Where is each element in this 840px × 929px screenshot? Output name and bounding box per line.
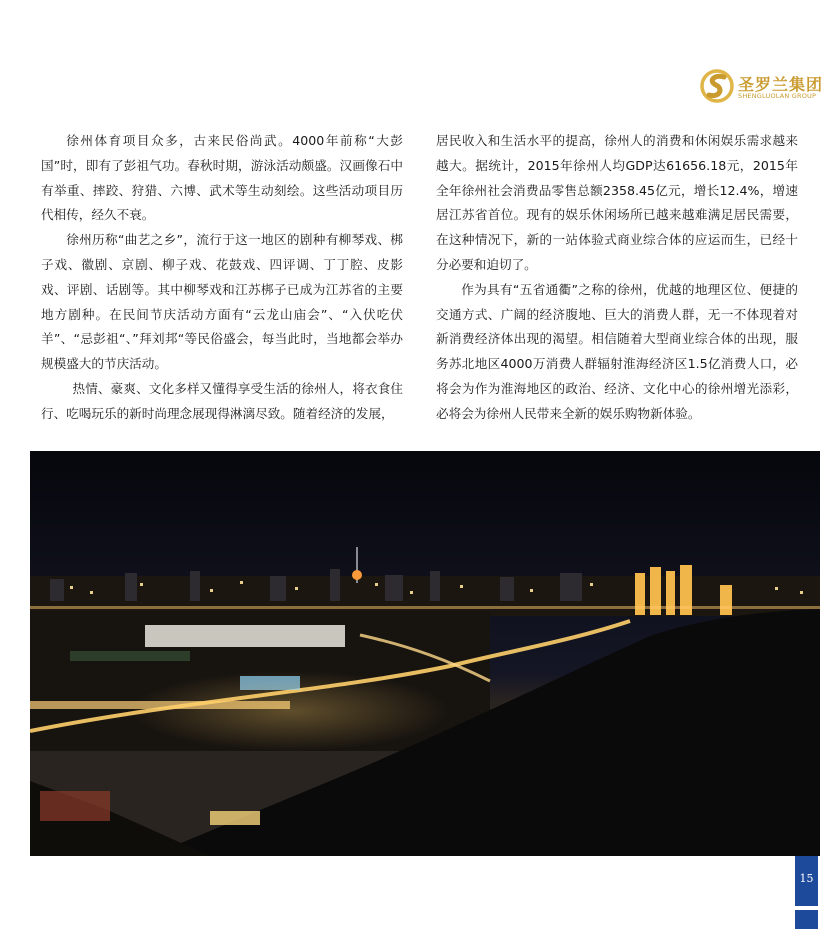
brand-name-en: SHENGLUOLAN GROUP xyxy=(738,92,817,100)
paragraph-lifestyle: 热情、豪爽、文化多样又懂得享受生活的徐州人，将衣食住行、吃喝玩乐的新时尚理念展现得淋漓尽致。随着经济的发展， xyxy=(41,380,403,421)
paragraph-sports: 徐州体育项目众多，古来民俗尚武。4000年前称“大彭国”时，即有了彭祖气功。春秋时期，游泳活动颇盛。汉画像石中有举重、摔跤、狩猎、六博、武术等生动刻绘。这些活动项目历代相传，经久不衰。 xyxy=(41,133,403,223)
page-number: 15 xyxy=(795,856,818,906)
page-footer-bar xyxy=(795,910,818,929)
brand-logo xyxy=(700,68,824,106)
paragraph-consumption: 居民收入和生活水平的提高，徐州人的消费和休闲娱乐需求越来越大。据统计，2015年徐州人均GDP达61656.18元，2015年全年徐州社会消费品零售总额2358.45亿元，增长12.4%，增速居江苏省首位。现有的娱乐休闲场所已越来越难满足居民需要，在这种情况下，新的一站体验式商业综合体的应运而生，已经十分必要和迫切了。 xyxy=(436,133,798,272)
paragraph-opera: 徐州历称“曲艺之乡”，流行于这一地区的剧种有柳琴戏、梆子戏、徽剧、京剧、柳子戏、花鼓戏、四评调、丁丁腔、皮影戏、评剧、话剧等。其中柳琴戏和江苏梆子已成为江苏省的主要地方剧种。在民间节庆活动方面有“云龙山庙会”、“入伏吃伏羊”、“忌彭祖“、”拜刘邦“等民俗盛会，每当此时，当地都会举办规模盛大的节庆活动。 xyxy=(41,232,403,372)
article-left-column xyxy=(41,129,403,427)
paragraph-location: 作为具有“五省通衢”之称的徐州，优越的地理区位、便捷的交通方式、广阔的经济腹地、巨大的消费人群，无一不体现着对新消费经济体出现的渴望。相信随着大型商业综合体的出现，服务苏北地区4000万消费人群辐射淮海经济区1.5亿消费人口，必将会为作为淮海地区的政治、经济、文化中心的徐州增光添彩，必将会为徐州人民带来全新的娱乐购物新体验。 xyxy=(436,281,798,421)
city-night-photo xyxy=(30,451,820,856)
article-right-column xyxy=(436,129,798,427)
brand-logo-mark-icon xyxy=(700,68,734,104)
brand-name-cn: 圣罗兰集团 xyxy=(738,75,824,94)
